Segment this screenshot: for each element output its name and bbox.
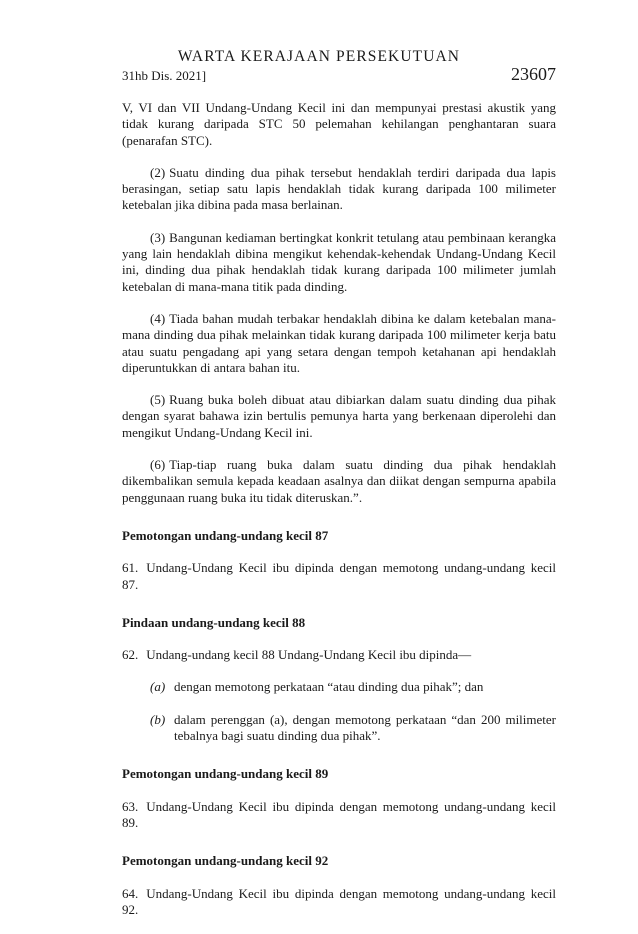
section-heading-88: Pindaan undang-undang kecil 88: [122, 614, 306, 630]
page-header-date: 31hb Dis. 2021]: [122, 68, 207, 83]
section-heading-92: Pemotongan undang-undang kecil 92: [122, 853, 329, 869]
paragraph-3: (3) Bangunan kediaman bertingkat konkrit tetulang atau pembinaan kerangka yang lain hendaklah dibina mengikut kehendak-kehendak Undang-Undang Kecil ini, dinding dua pihak hendaklah tidak kurang daripada 100 milimeter jumlah ketebalan di mana-mana titik pada dinding.: [122, 229, 556, 294]
section-62: 62. Undang-undang kecil 88 Undang-Undang Kecil ibu dipinda—: [122, 647, 472, 663]
paragraph-5: (5) Ruang buka boleh dibuat atau dibiarkan dalam suatu dinding dua pihak dengan syarat bahawa izin bertulis pemunya harta yang berkenaan diperolehi dan mengikut Undang-Undang Kecil ini.: [122, 392, 556, 440]
section-63: 63. Undang-Undang Kecil ibu dipinda dengan memotong undang-undang kecil 89.: [122, 798, 556, 830]
section-61: 61. Undang-Undang Kecil ibu dipinda dengan memotong undang-undang kecil 87.: [122, 560, 556, 592]
section-heading-87: Pemotongan undang-undang kecil 87: [122, 527, 329, 543]
section-heading-89: Pemotongan undang-undang kecil 89: [122, 766, 329, 782]
list-item-a: (a) dengan memotong perkataan “atau dinding dua pihak”; dan: [150, 679, 484, 695]
page-number: 23607: [511, 64, 556, 84]
paragraph-2: (2) Suatu dinding dua pihak tersebut hendaklah terdiri daripada dua lapis berasingan, setiap satu lapis hendaklah tidak kurang daripada 100 milimeter ketebalan jika dibina pada masa berlainan.: [122, 164, 556, 213]
page-header-title: WARTA KERAJAAN PERSEKUTUAN: [177, 48, 461, 65]
paragraph-6: (6) Tiap-tiap ruang buka dalam suatu dinding dua pihak hendaklah dikembalikan semula kepada keadaan asalnya dan diikat dengan sempurna apabila penggunaan ruang buka itu tidak diteruskan.”.: [122, 457, 556, 505]
list-item-b: (b) dalam perenggan (a), dengan memotong perkataan “dan 200 milimeter tebalnya bagi suatu dinding dua pihak”.: [150, 711, 556, 744]
paragraph-continuation: V, VI dan VII Undang-Undang Kecil ini dan mempunyai prestasi akustik yang tidak kurang daripada STC 50 pelemahan kehilangan penghantaran suara (penarafan STC).: [122, 100, 556, 148]
section-64: 64. Undang-Undang Kecil ibu dipinda dengan memotong undang-undang kecil 92.: [122, 885, 556, 917]
paragraph-4: (4) Tiada bahan mudah terbakar hendaklah dibina ke dalam ketebalan mana-mana dinding dua pihak melainkan tidak kurang daripada 100 milimeter kerja batu atau suatu pengadang api yang setara dengan tempoh ketahanan api hendaklah diperuntukkan di antara bahan itu.: [122, 310, 556, 375]
document-body: [122, 100, 556, 934]
